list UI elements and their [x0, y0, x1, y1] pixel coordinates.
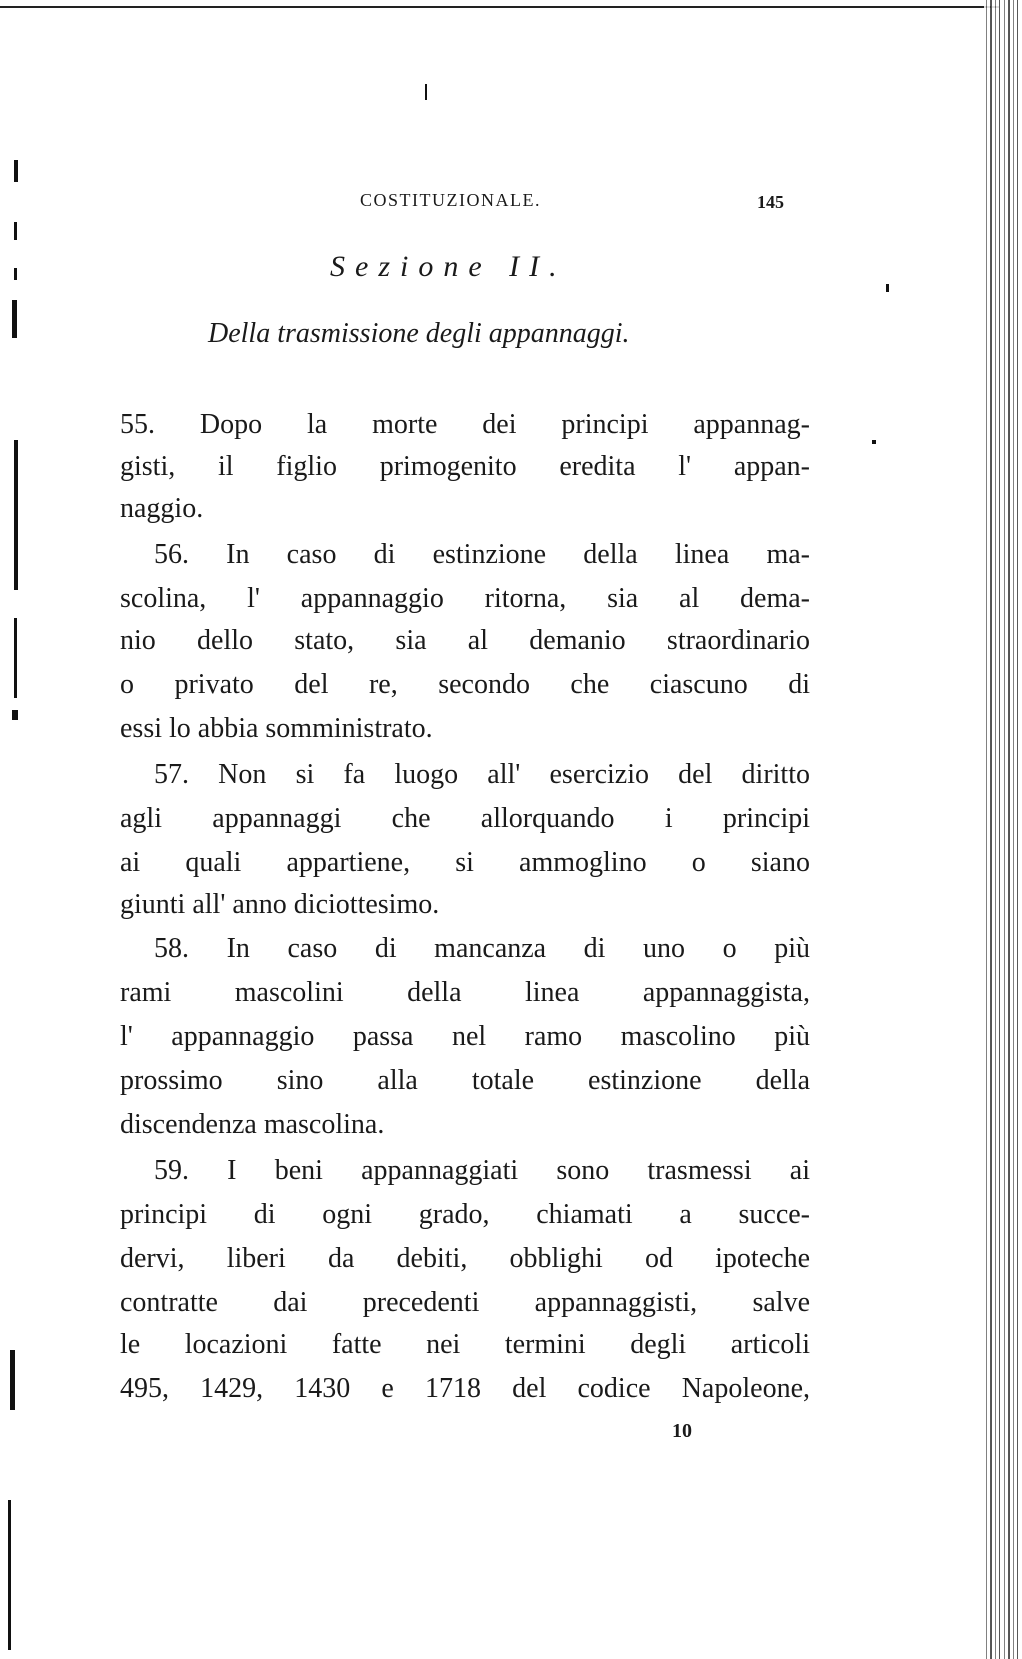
- text-line: dervi, liberi da debiti, obblighi od ipoteche: [120, 1243, 810, 1274]
- margin-speck: [8, 1500, 11, 1650]
- text-line: scolina, l' appannaggio ritorna, sia al dema-: [120, 583, 810, 614]
- section-subtitle: Della trasmissione degli appannaggi.: [208, 318, 630, 349]
- running-title: COSTITUZIONALE.: [360, 190, 541, 210]
- margin-speck: [14, 160, 18, 182]
- text-line: essi lo abbia somministrato.: [120, 713, 433, 744]
- margin-speck: [10, 1350, 15, 1410]
- text-line: nio dello stato, sia al demanio straordinario: [120, 625, 810, 656]
- binding-line: [1009, 0, 1010, 1659]
- text-line: naggio.: [120, 493, 204, 524]
- section-title: Sezione II.: [330, 250, 567, 283]
- top-edge-rule: [0, 6, 1000, 8]
- text-line: 495, 1429, 1430 e 1718 del codice Napoleone,: [120, 1373, 810, 1404]
- text-line: gisti, il figlio primogenito eredita l' appan-: [120, 451, 810, 482]
- margin-speck: [14, 222, 17, 240]
- text-line: rami mascolini della linea appannaggista,: [120, 977, 810, 1008]
- binding-edge: [984, 0, 1022, 1659]
- text-line: discendenza mascolina.: [120, 1109, 385, 1140]
- text-line: giunti all' anno diciottesimo.: [120, 889, 440, 920]
- page-number: 145: [757, 192, 784, 212]
- binding-line: [991, 0, 992, 1659]
- text-line: principi di ogni grado, chiamati a succe-: [120, 1199, 810, 1230]
- signature-mark: 10: [672, 1420, 692, 1442]
- text-line: le locazioni fatte nei termini degli articoli: [120, 1329, 810, 1360]
- margin-speck: [14, 440, 18, 590]
- margin-speck: [425, 84, 427, 100]
- text-line: ai quali appartiene, si ammoglino o siano: [120, 847, 810, 878]
- margin-speck: [14, 618, 17, 698]
- margin-speck: [14, 268, 17, 280]
- text-line: l' appannaggio passa nel ramo mascolino più: [120, 1021, 810, 1052]
- margin-speck: [12, 710, 18, 720]
- text-line: contratte dai precedenti appannaggisti, salve: [120, 1287, 810, 1318]
- text-line: 58. In caso di mancanza di uno o più: [154, 933, 810, 964]
- text-line: 56. In caso di estinzione della linea ma-: [154, 539, 810, 570]
- binding-line: [999, 0, 1000, 1659]
- text-line: o privato del re, secondo che ciascuno di: [120, 669, 810, 700]
- margin-speck: [886, 284, 889, 292]
- text-line: 57. Non si fa luogo all' esercizio del diritto: [154, 759, 810, 790]
- margin-speck: [872, 440, 876, 444]
- text-line: 55. Dopo la morte dei principi appannag-: [120, 409, 810, 440]
- text-line: prossimo sino alla totale estinzione della: [120, 1065, 810, 1096]
- text-line: 59. I beni appannaggiati sono trasmessi ai: [154, 1155, 810, 1186]
- text-line: agli appannaggi che allorquando i principi: [120, 803, 810, 834]
